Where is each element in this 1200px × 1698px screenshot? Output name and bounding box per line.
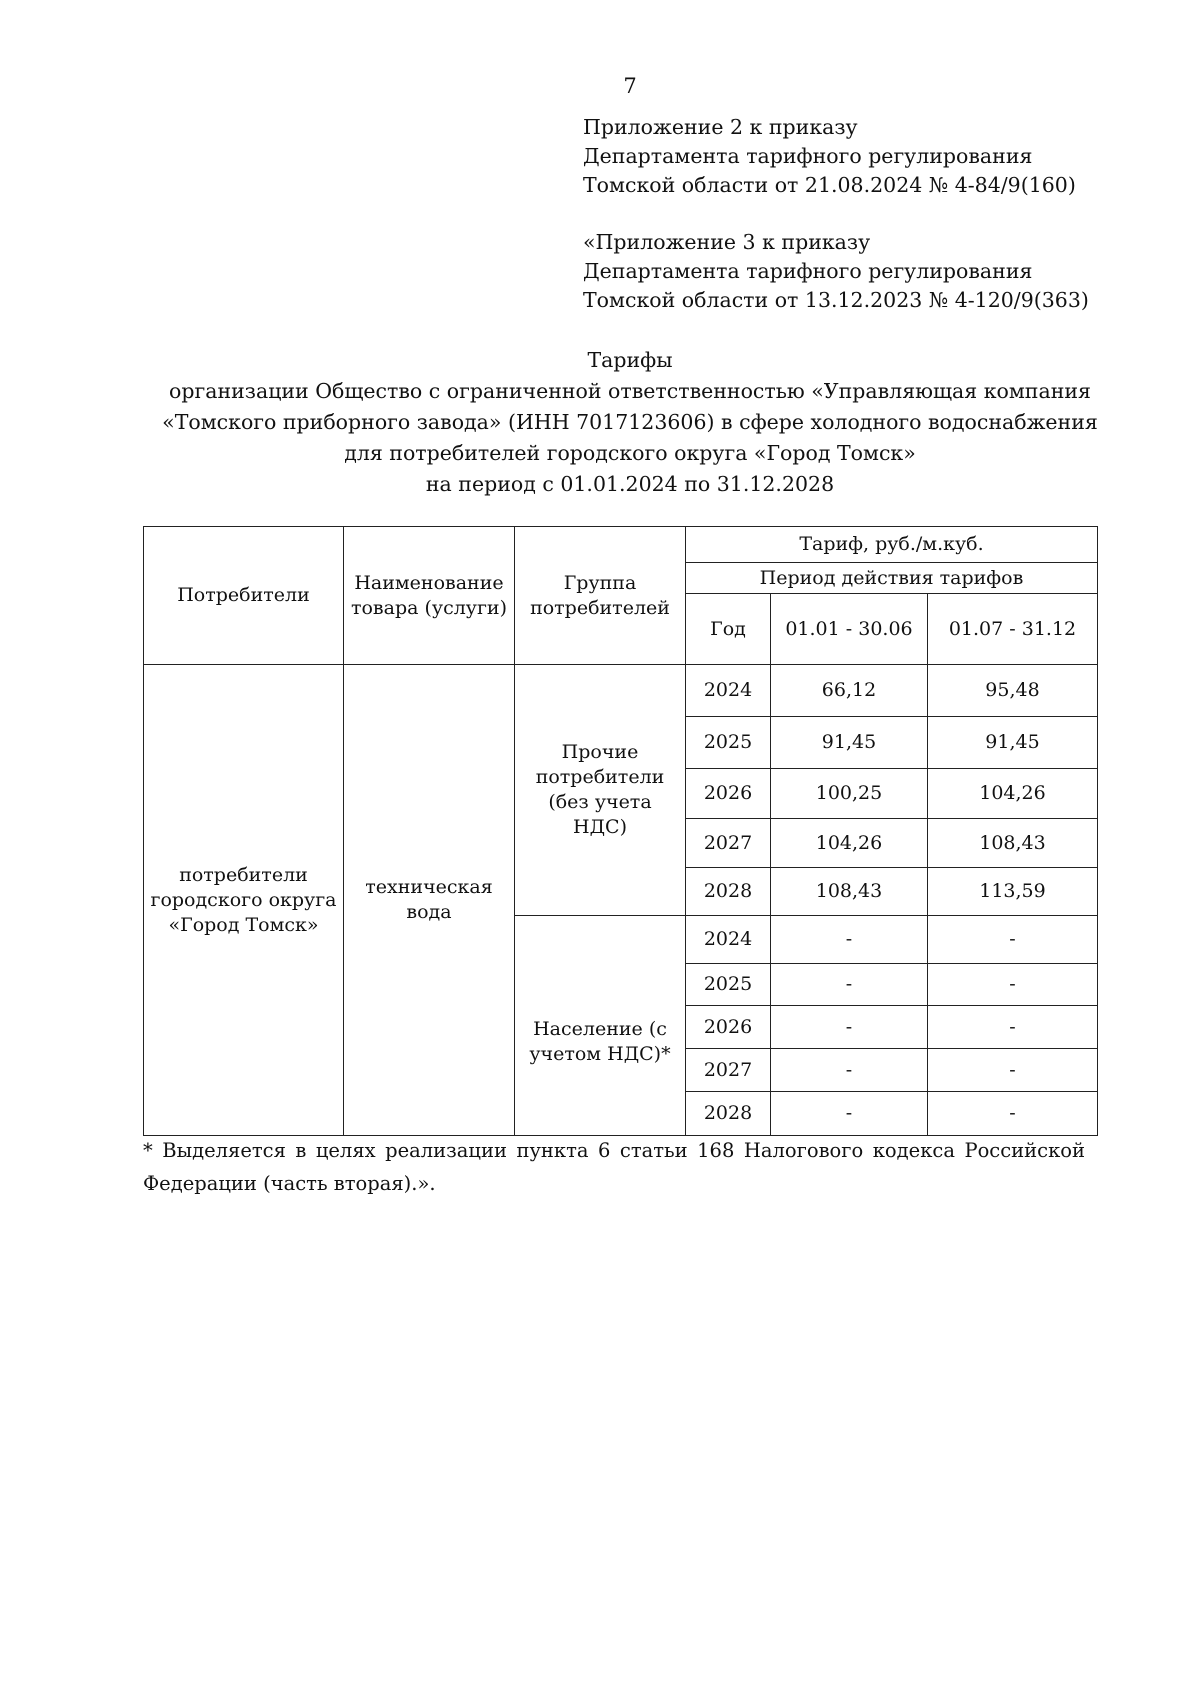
- cell-year: 2028: [686, 1092, 771, 1136]
- cell-tariff-second-half: -: [928, 1006, 1098, 1049]
- header-period: Период действия тарифов: [686, 563, 1098, 594]
- appendix-original-line-3: Томской области от 13.12.2023 № 4-120/9(363): [583, 288, 1089, 312]
- header-year: Год: [686, 594, 771, 665]
- appendix-original-line-2: Департамента тарифного регулирования: [583, 259, 1033, 283]
- title-line-4: на период с 01.01.2024 по 31.12.2028: [425, 472, 835, 496]
- cell-year: 2027: [686, 819, 771, 868]
- cell-tariff-first-half: -: [771, 1049, 928, 1092]
- appendix-current-line-2: Департамента тарифного регулирования: [583, 144, 1033, 168]
- page-number: 7: [623, 74, 637, 98]
- cell-tariff-first-half: 104,26: [771, 819, 928, 868]
- cell-tariff-second-half: -: [928, 916, 1098, 964]
- header-consumers: Потребители: [144, 527, 344, 665]
- cell-tariff-second-half: -: [928, 1092, 1098, 1136]
- cell-year: 2025: [686, 717, 771, 769]
- cell-consumer-group: Прочие потребители (без учета НДС): [515, 665, 686, 916]
- appendix-current-line-1: Приложение 2 к приказу: [583, 115, 858, 139]
- cell-product: техническая вода: [344, 665, 515, 1136]
- title-line-1: организации Общество с ограниченной ответственностью «Управляющая компания: [169, 379, 1091, 403]
- cell-tariff-first-half: -: [771, 1006, 928, 1049]
- cell-tariff-second-half: 91,45: [928, 717, 1098, 769]
- cell-year: 2025: [686, 964, 771, 1006]
- cell-tariff-first-half: 100,25: [771, 769, 928, 819]
- cell-tariff-second-half: -: [928, 964, 1098, 1006]
- cell-tariff-first-half: 91,45: [771, 717, 928, 769]
- title-line-2: «Томского приборного завода» (ИНН 7017123606) в сфере холодного водоснабжения: [162, 410, 1098, 434]
- cell-year: 2024: [686, 665, 771, 717]
- cell-year: 2027: [686, 1049, 771, 1092]
- cell-tariff-first-half: -: [771, 964, 928, 1006]
- cell-tariff-second-half: 104,26: [928, 769, 1098, 819]
- title-heading: Тарифы: [587, 348, 673, 372]
- cell-consumer: потребители городского округа «Город Томск»: [144, 665, 344, 1136]
- cell-tariff-second-half: 108,43: [928, 819, 1098, 868]
- appendix-current-line-3: Томской области от 21.08.2024 № 4-84/9(160): [583, 173, 1076, 197]
- document-title: [135, 345, 1125, 500]
- table-row: [144, 665, 1098, 717]
- cell-tariff-first-half: -: [771, 1092, 928, 1136]
- tariff-table: [143, 526, 1098, 1136]
- cell-tariff-second-half: 113,59: [928, 868, 1098, 916]
- header-product: Наименование товара (услуги): [344, 527, 515, 665]
- cell-year: 2026: [686, 769, 771, 819]
- header-second-half: 01.07 - 31.12: [928, 594, 1098, 665]
- cell-year: 2024: [686, 916, 771, 964]
- cell-tariff-first-half: 66,12: [771, 665, 928, 717]
- title-line-3: для потребителей городского округа «Город Томск»: [344, 441, 916, 465]
- cell-tariff-second-half: -: [928, 1049, 1098, 1092]
- cell-tariff-second-half: 95,48: [928, 665, 1098, 717]
- header-first-half: 01.01 - 30.06: [771, 594, 928, 665]
- footnote: * Выделяется в целях реализации пункта 6 статьи 168 Налогового кодекса Российской Федерации (часть вторая).».: [143, 1139, 1085, 1195]
- cell-year: 2026: [686, 1006, 771, 1049]
- cell-tariff-first-half: -: [771, 916, 928, 964]
- cell-year: 2028: [686, 868, 771, 916]
- header-group: Группа потребителей: [515, 527, 686, 665]
- cell-consumer-group: Население (с учетом НДС)*: [515, 916, 686, 1136]
- header-tariff: Тариф, руб./м.куб.: [686, 527, 1098, 563]
- appendix-current-header: [583, 113, 1076, 200]
- cell-tariff-first-half: 108,43: [771, 868, 928, 916]
- appendix-original-line-1: «Приложение 3 к приказу: [583, 230, 871, 254]
- appendix-original-header: [583, 228, 1089, 315]
